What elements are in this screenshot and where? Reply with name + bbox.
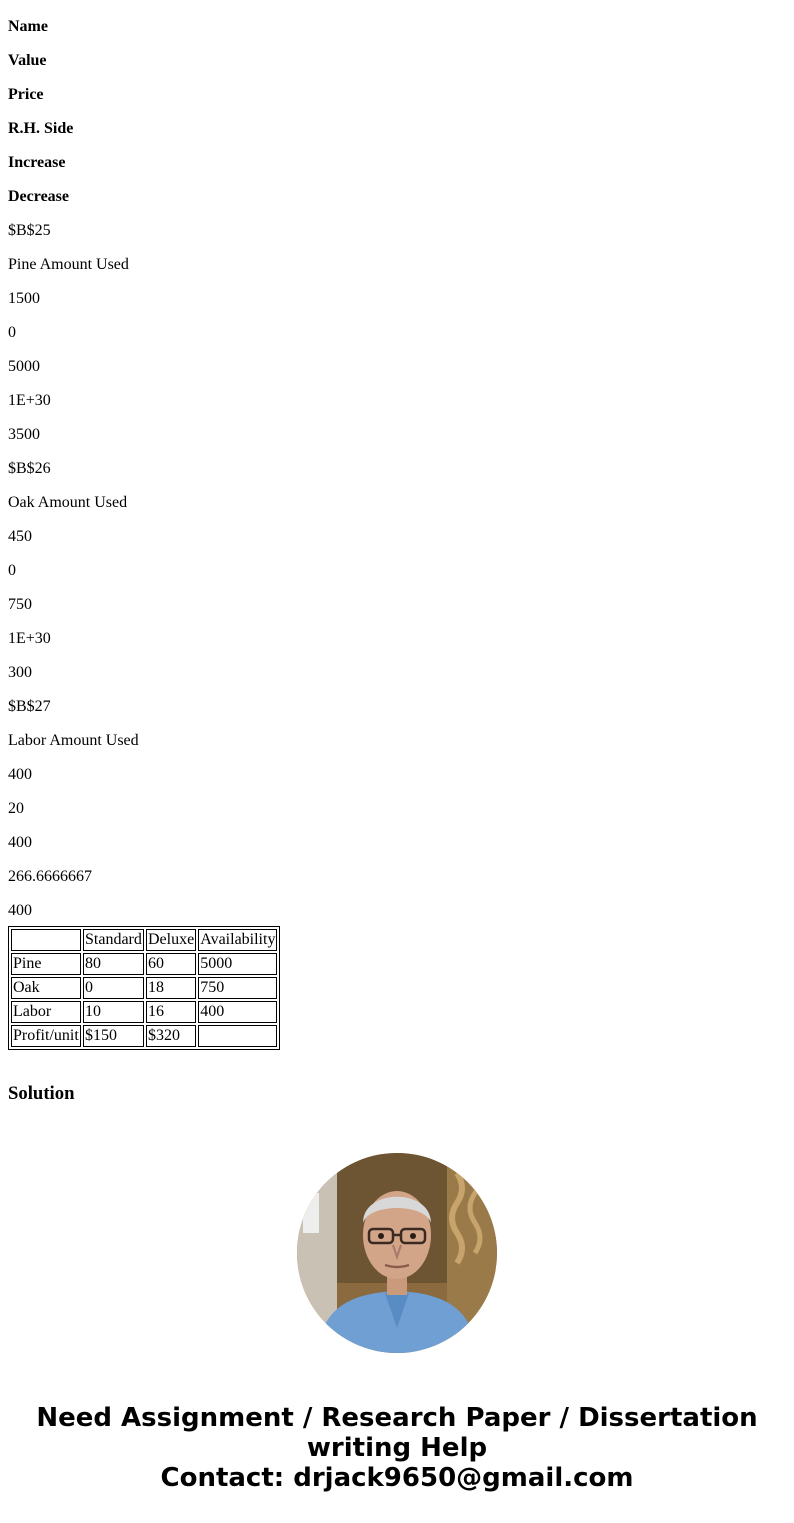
row-1-rh-side: 5000	[8, 358, 40, 375]
table-cell: 750	[198, 977, 277, 999]
row-1-name: Pine Amount Used	[8, 256, 129, 273]
row-3-name: Labor Amount Used	[8, 732, 139, 749]
table-header-cell: Availability	[198, 929, 277, 951]
row-2-rh-side: 750	[8, 596, 32, 613]
row-2-price: 0	[8, 562, 16, 579]
table-row	[11, 977, 277, 999]
row-2-value: 450	[8, 528, 32, 545]
row-3-increase: 266.6666667	[8, 868, 92, 885]
row-2-name: Oak Amount Used	[8, 494, 128, 511]
table-cell: 80	[83, 953, 144, 975]
table-cell: Labor	[11, 1001, 81, 1023]
sensitivity-report	[8, 0, 786, 1050]
table-row	[11, 953, 277, 975]
table-header-cell: Deluxe	[146, 929, 196, 951]
table-row	[11, 929, 277, 951]
row-3-value: 400	[8, 766, 32, 783]
table-cell: 0	[83, 977, 144, 999]
solution-heading: Solution	[8, 1083, 75, 1104]
table-cell: $320	[146, 1025, 196, 1047]
table-cell	[198, 1025, 277, 1047]
header-increase: Increase	[8, 154, 66, 171]
row-1-value: 1500	[8, 290, 40, 307]
header-name: Name	[8, 18, 48, 35]
header-price: Price	[8, 86, 44, 103]
table-cell: 10	[83, 1001, 144, 1023]
row-1-decrease: 3500	[8, 426, 40, 443]
resource-table	[8, 926, 280, 1050]
table-cell	[11, 929, 81, 951]
table-cell: 60	[146, 953, 196, 975]
row-3-decrease: 400	[8, 902, 32, 919]
row-3-rh-side: 400	[8, 834, 32, 851]
cta-line-2: writing Help	[306, 1433, 488, 1463]
table-row	[11, 1001, 277, 1023]
row-3-cell: $B$27	[8, 698, 51, 715]
table-row	[11, 1025, 277, 1047]
table-cell: 5000	[198, 953, 277, 975]
row-2-cell: $B$26	[8, 460, 51, 477]
person-portrait-icon	[297, 1153, 497, 1353]
table-header-cell: Standard	[83, 929, 144, 951]
header-decrease: Decrease	[8, 188, 69, 205]
header-value: Value	[8, 52, 47, 69]
row-3-price: 20	[8, 800, 24, 817]
table-cell: 400	[198, 1001, 277, 1023]
contact-email: Contact: drjack9650@gmail.com	[160, 1463, 634, 1493]
cta-line-1: Need Assignment / Research Paper / Dissertation	[36, 1403, 758, 1433]
header-cell	[8, 0, 786, 2]
row-2-decrease: 300	[8, 664, 32, 681]
row-1-price: 0	[8, 324, 16, 341]
table-cell: 18	[146, 977, 196, 999]
table-cell: Profit/unit	[11, 1025, 81, 1047]
row-1-cell: $B$25	[8, 222, 51, 239]
contact-banner	[0, 1403, 794, 1493]
row-1-increase: 1E+30	[8, 392, 51, 409]
header-rh-side: R.H. Side	[8, 120, 74, 137]
table-cell: Pine	[11, 953, 81, 975]
table-cell: Oak	[11, 977, 81, 999]
row-2-increase: 1E+30	[8, 630, 51, 647]
table-cell: $150	[83, 1025, 144, 1047]
table-cell: 16	[146, 1001, 196, 1023]
